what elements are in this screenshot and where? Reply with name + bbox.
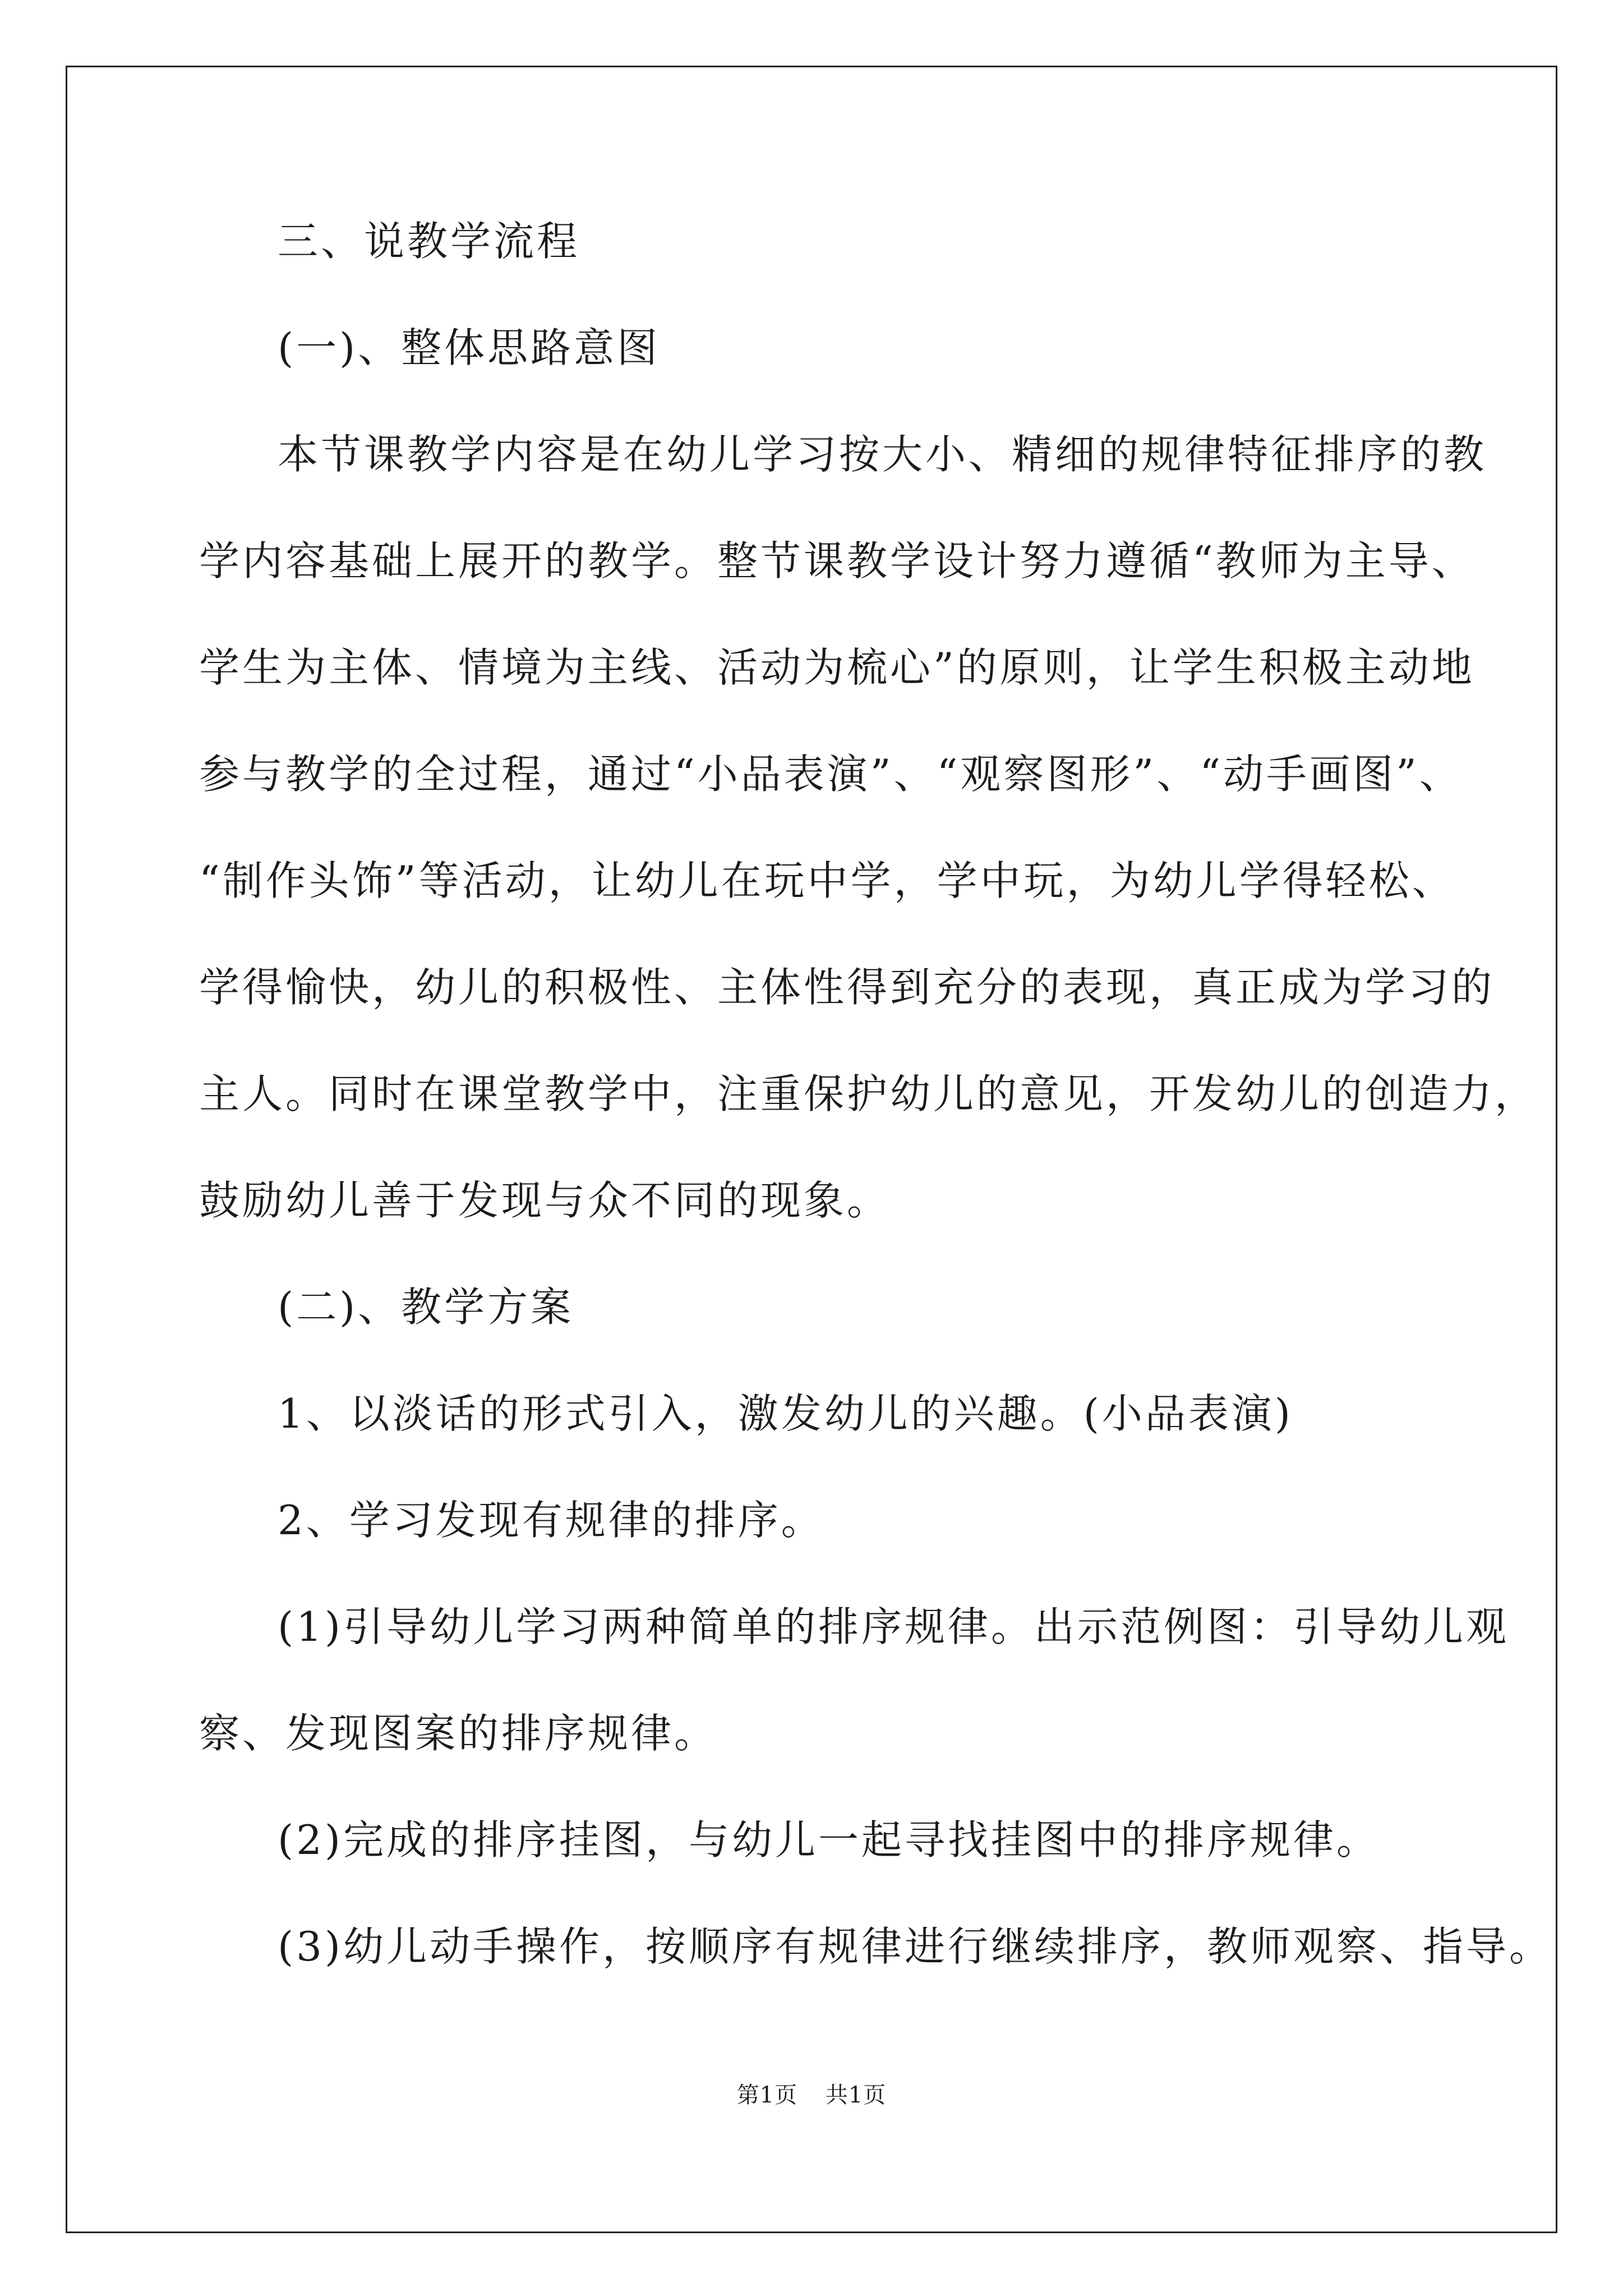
list-item: 2、学习发现有规律的排序。 xyxy=(278,1497,824,1544)
subsection-heading: (一)、整体思路意图 xyxy=(278,324,661,371)
paragraph-line: 学生为主体、情境为主线、活动为梳心”的原则，让学生积极主动地 xyxy=(199,644,1475,691)
paragraph-line: 本节课教学内容是在幼儿学习按大小、精细的规律特征排序的教 xyxy=(278,431,1487,478)
page-border xyxy=(66,66,1557,2233)
list-item: (1)引导幼儿学习两种简单的排序规律。出示范例图：引导幼儿观 xyxy=(278,1603,1509,1650)
page-number: 第1页 xyxy=(736,2082,798,2108)
paragraph-line: “制作头饰”等活动，让幼儿在玩中学，学中玩，为幼儿学得轻松、 xyxy=(199,857,1455,904)
list-item-continuation: 察、发现图案的排序规律。 xyxy=(199,1710,718,1757)
paragraph-line: 学内容基础上展开的教学。整节课教学设计努力遵循“教师为主导、 xyxy=(199,537,1475,585)
list-item: 1、以淡话的形式引入，激发幼儿的兴趣。(小品表演) xyxy=(278,1390,1293,1437)
section-heading: 三、说教学流程 xyxy=(278,218,580,265)
subsection-heading: (二)、教学方案 xyxy=(278,1283,574,1331)
paragraph-line: 参与教学的全过程，通过“小品表演”、“观察图形”、“动手画图”、 xyxy=(199,751,1463,798)
paragraph-line: 鼓励幼儿善于发现与众不同的现象。 xyxy=(199,1177,891,1224)
list-item: (2)完成的排序挂图，与幼儿一起寻找挂图中的排序规律。 xyxy=(278,1816,1380,1864)
paragraph-line: 学得愉快，幼儿的积极性、主体性得到充分的表现，真正成为学习的 xyxy=(199,964,1495,1011)
page-total: 共1页 xyxy=(825,2082,887,2108)
page-footer xyxy=(0,2078,1623,2112)
paragraph-line: 主人。同时在课堂教学中，注重保护幼儿的意见，开发幼儿的创造力， xyxy=(199,1070,1538,1117)
list-item: (3)幼儿动手操作，按顺序有规律进行继续排序，教师观察、指导。 xyxy=(278,1923,1552,1970)
